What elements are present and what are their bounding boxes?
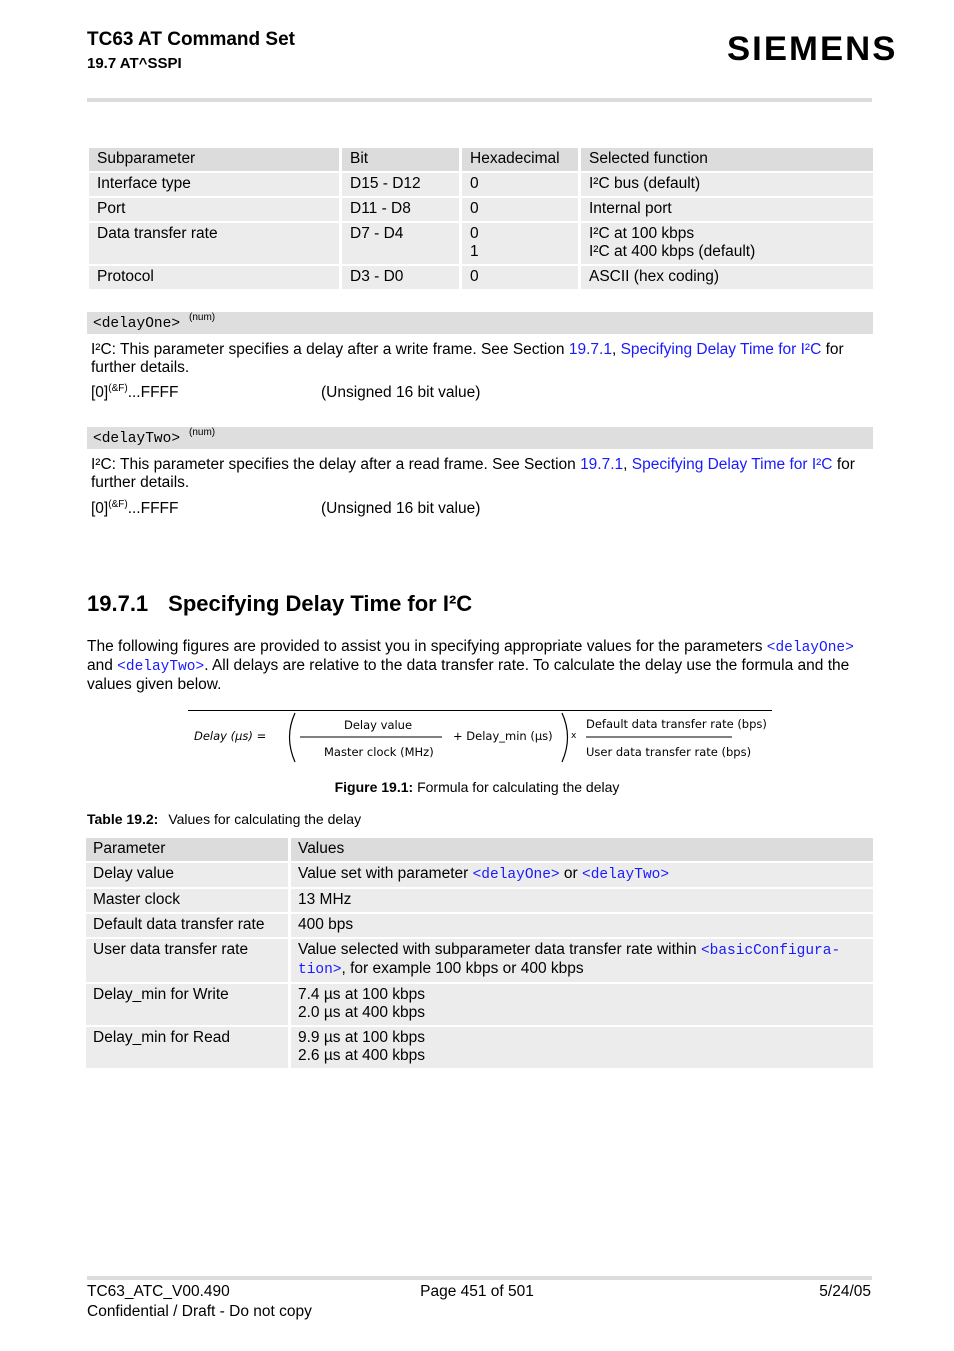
- intro-text: The following figures are provided to assist you in specifying appropriate values for the parameters: [87, 638, 767, 655]
- parameter-description: [91, 341, 873, 377]
- delay-values-table: [86, 836, 873, 1070]
- section-heading: [87, 591, 472, 617]
- formula-delay-min: + Delay_min (µs): [453, 729, 553, 743]
- figure-caption: [0, 779, 954, 795]
- cell-line: 1: [470, 243, 479, 260]
- cell-line: 0: [470, 225, 479, 242]
- table-row: [86, 984, 873, 1025]
- table-caption-text: Values for calculating the delay: [168, 811, 362, 827]
- table-cell: D3 - D0: [339, 266, 459, 289]
- table-header-row: [89, 148, 873, 171]
- table-cell: 0: [459, 173, 578, 196]
- column-header: Bit: [339, 148, 459, 171]
- parameter-description: [91, 456, 873, 492]
- column-header: Selected function: [578, 148, 873, 171]
- section-header: 19.7 AT^SSPI: [87, 55, 182, 72]
- intro-text: values given below.: [87, 676, 222, 693]
- table-row: [89, 198, 873, 221]
- basic-configuration-link[interactable]: tion>: [298, 962, 342, 978]
- table-cell: [578, 223, 873, 264]
- table-row: [86, 889, 873, 912]
- table-cell: [288, 863, 873, 887]
- footer-date: 5/24/05: [819, 1283, 871, 1300]
- table-cell: Data transfer rate: [89, 223, 339, 264]
- header-divider: [87, 98, 872, 102]
- cell-text: Value selected with subparameter data transfer rate within: [298, 941, 701, 958]
- figure-caption-text: Formula for calculating the delay: [413, 779, 620, 795]
- intro-text: . All delays are relative to the data transfer rate. To calculate the delay use the formula and the: [204, 657, 850, 674]
- table-cell: Master clock: [86, 889, 288, 912]
- cell-text: , for example 100 kbps or 400 kbps: [341, 960, 584, 977]
- siemens-logo: SIEMENS: [727, 30, 898, 68]
- table-row: [89, 223, 873, 264]
- formula-lhs: Delay (µs) =: [194, 729, 267, 743]
- range-value: ...FFFF: [127, 384, 179, 401]
- delay-formula-figure: [188, 710, 772, 768]
- table-row: [86, 1027, 873, 1068]
- table-cell: [459, 223, 578, 264]
- description-text: further details.: [91, 474, 190, 491]
- section-title: Specifying Delay Time for I²C: [168, 591, 473, 616]
- table-cell: I²C bus (default): [578, 173, 873, 196]
- section-title-link[interactable]: Specifying Delay Time for I²C: [620, 341, 822, 358]
- formula-denominator: Master clock (MHz): [324, 745, 434, 759]
- description-text: I²C: This parameter specifies the delay after a read frame. See Section: [91, 456, 581, 473]
- range-value: ...FFFF: [127, 500, 179, 517]
- table-cell: Protocol: [89, 266, 339, 289]
- cell-line: 2.6 µs at 400 kbps: [298, 1047, 425, 1064]
- cell-line: 2.0 µs at 400 kbps: [298, 1004, 425, 1021]
- table-cell: [288, 939, 873, 982]
- cell-line: 7.4 µs at 100 kbps: [298, 986, 425, 1003]
- description-text: for: [832, 456, 855, 473]
- table-cell: Delay_min for Write: [86, 984, 288, 1025]
- table-cell: D11 - D8: [339, 198, 459, 221]
- delaytwo-link[interactable]: <delayTwo>: [117, 659, 205, 675]
- table-cell: ASCII (hex coding): [578, 266, 873, 289]
- table-cell: Default data transfer rate: [86, 914, 288, 937]
- footer-divider: [87, 1276, 872, 1280]
- table-row: [89, 173, 873, 196]
- range-default-marker: (&F): [108, 498, 128, 510]
- table-cell: [288, 1027, 873, 1068]
- description-text: further details.: [91, 359, 190, 376]
- range-note: (Unsigned 16 bit value): [321, 384, 481, 401]
- table-row: [86, 914, 873, 937]
- cell-text: Value set with parameter: [298, 865, 473, 882]
- formula-denominator: User data transfer rate (bps): [586, 745, 752, 759]
- range-value: [0]: [91, 384, 109, 401]
- section-intro: [87, 638, 873, 693]
- delayone-link[interactable]: <delayOne>: [766, 640, 854, 656]
- section-link[interactable]: 19.7.1: [568, 341, 612, 358]
- table-cell: User data transfer rate: [86, 939, 288, 982]
- delaytwo-link[interactable]: <delayTwo>: [582, 867, 670, 883]
- table-cell: Interface type: [89, 173, 339, 196]
- figure-label: Figure 19.1:: [334, 779, 414, 795]
- table-row: [86, 939, 873, 982]
- table-cell: Internal port: [578, 198, 873, 221]
- table-cell: 13 MHz: [288, 889, 873, 912]
- parameter-name: <delayTwo>: [93, 431, 181, 447]
- range-value: [0]: [91, 500, 109, 517]
- cell-text: or: [559, 865, 583, 882]
- table-cell: D15 - D12: [339, 173, 459, 196]
- intro-text: and: [87, 657, 118, 674]
- formula-numerator: Delay value: [344, 718, 413, 732]
- table-cell: Port: [89, 198, 339, 221]
- parameter-bar-delaytwo: <delayTwo> (num): [87, 427, 873, 449]
- separator-text: ,: [623, 456, 632, 473]
- basic-configuration-link[interactable]: <basicConfigura-: [700, 943, 841, 959]
- table-cell: Delay_min for Read: [86, 1027, 288, 1068]
- section-title-link[interactable]: Specifying Delay Time for I²C: [631, 456, 833, 473]
- range-default-marker: (&F): [108, 382, 128, 394]
- footer-page-number: Page 451 of 501: [420, 1283, 534, 1300]
- column-header: Values: [288, 838, 873, 861]
- column-header: Hexadecimal: [459, 148, 578, 171]
- table-row: [86, 863, 873, 887]
- cell-line: 9.9 µs at 100 kbps: [298, 1029, 425, 1046]
- table-row: [89, 266, 873, 289]
- section-link[interactable]: 19.7.1: [580, 456, 624, 473]
- range-note: (Unsigned 16 bit value): [321, 500, 481, 517]
- subparameter-table: [89, 146, 873, 291]
- description-text: for: [821, 341, 844, 358]
- table-label: Table 19.2:: [87, 811, 159, 827]
- parameter-name: <delayOne>: [93, 316, 181, 332]
- cell-line: I²C at 100 kbps: [589, 225, 695, 242]
- parameter-range: [91, 500, 873, 518]
- table-cell: 0: [459, 198, 578, 221]
- footer-doc-id: TC63_ATC_V00.490: [87, 1283, 230, 1300]
- table-cell: 400 bps: [288, 914, 873, 937]
- formula-numerator: Default data transfer rate (bps): [586, 717, 767, 731]
- cell-line: I²C at 400 kbps (default): [589, 243, 756, 260]
- section-number: 19.7.1: [87, 591, 149, 616]
- document-title: TC63 AT Command Set: [87, 29, 295, 50]
- column-header: Parameter: [86, 838, 288, 861]
- formula-multiply: x: [571, 731, 577, 741]
- delayone-link[interactable]: <delayOne>: [472, 867, 560, 883]
- description-text: I²C: This parameter specifies a delay after a write frame. See Section: [91, 341, 569, 358]
- parameter-range: [91, 384, 873, 402]
- column-header: Subparameter: [89, 148, 339, 171]
- separator-text: ,: [611, 341, 621, 358]
- table-cell: Delay value: [86, 863, 288, 887]
- table-caption: [87, 811, 361, 827]
- table-header-row: [86, 838, 873, 861]
- parameter-bar-delayone: <delayOne> (num): [87, 312, 873, 334]
- footer-confidential: Confidential / Draft - Do not copy: [87, 1303, 312, 1320]
- table-cell: D7 - D4: [339, 223, 459, 264]
- table-cell: [288, 984, 873, 1025]
- table-cell: 0: [459, 266, 578, 289]
